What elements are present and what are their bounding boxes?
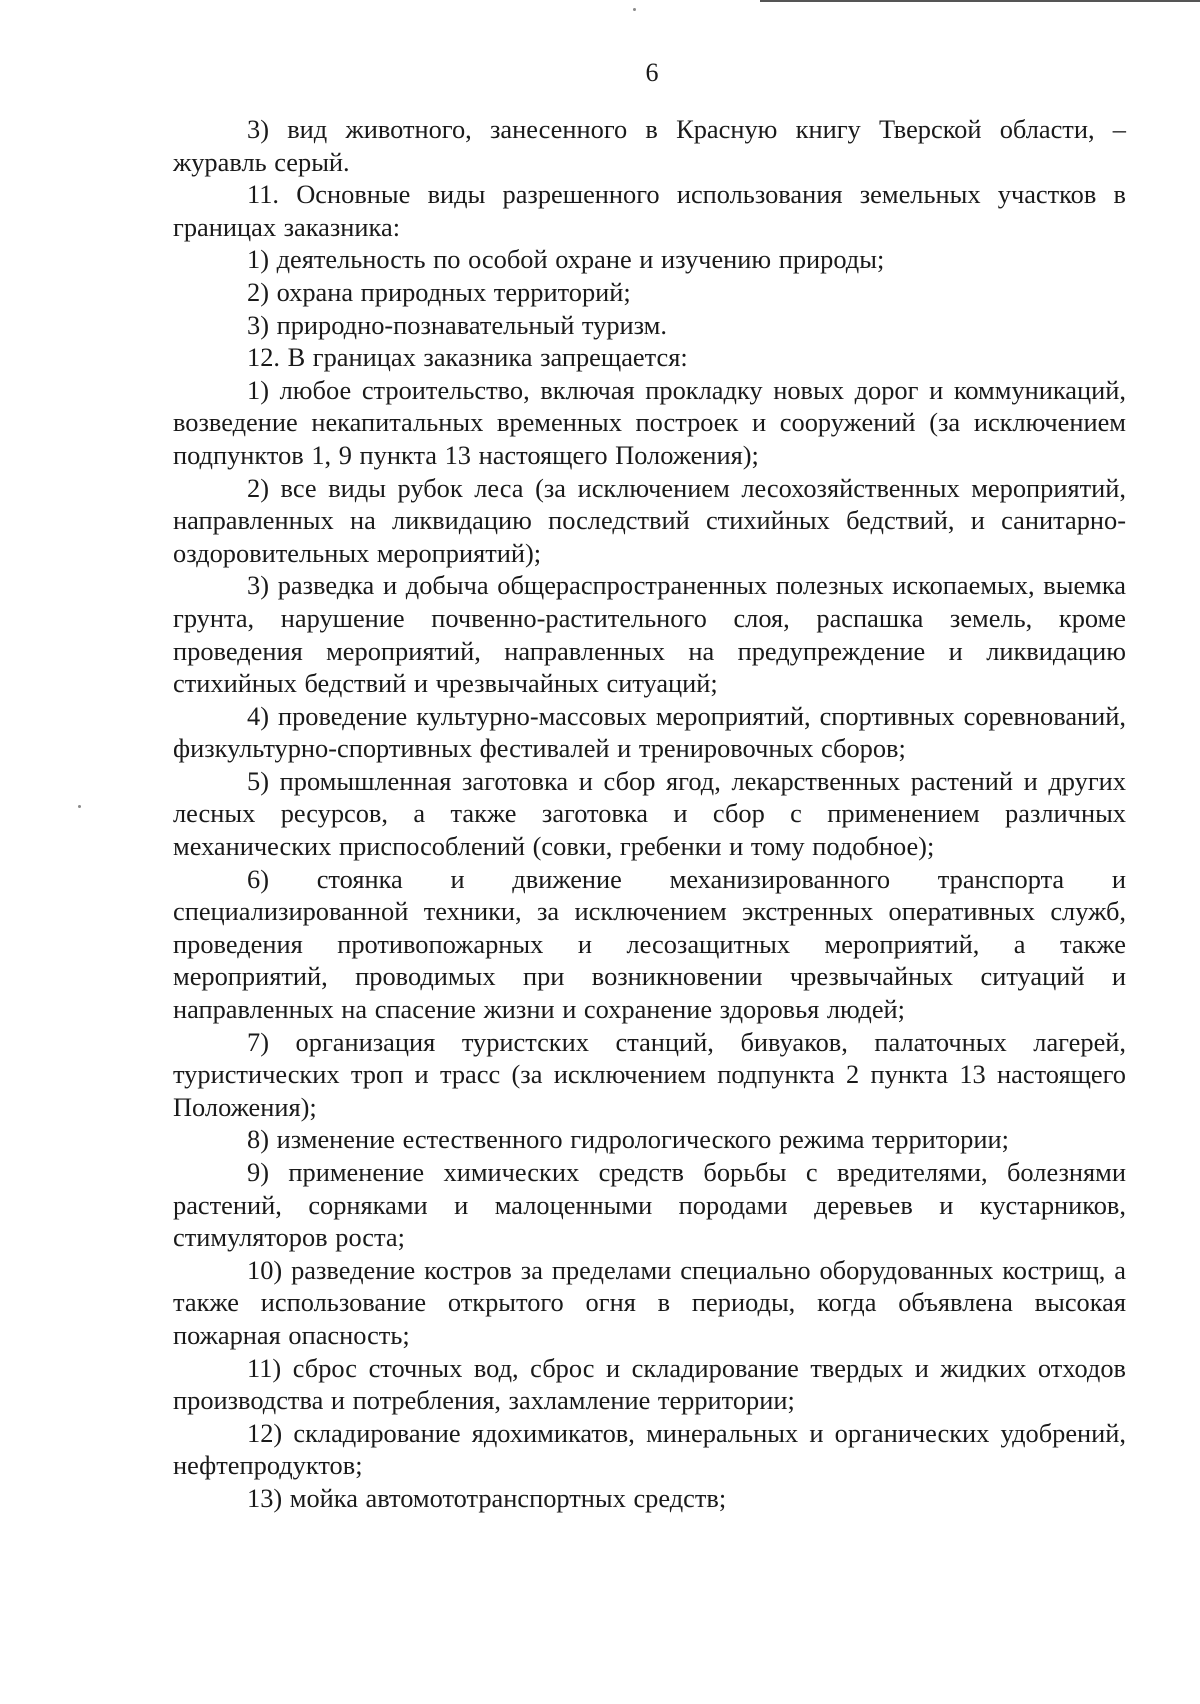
paragraph-11-item-1: 1) деятельность по особой охране и изучению природы; <box>247 244 885 275</box>
scan-edge-line <box>760 0 1200 2</box>
paragraph-12-item-6: 6) стоянка и движение механизированного транспорта и специализированной техники, за исключением экстренных оперативных служб, проведения противопожарных и лесозащитных мероприятий, а также мероприятий, проводимых при возникновении чрезвычайных ситуаций и направленных на спасение жизни и сохранение здоровья людей; <box>173 863 1126 1025</box>
paragraph-11-item-2: 2) охрана природных территорий; <box>247 276 631 307</box>
scan-speck <box>78 805 81 808</box>
paragraph-12-item-10: 10) разведение костров за пределами специально оборудованных кострищ, а также использование открытого огня в периоды, когда объявлена высокая пожарная опасность; <box>173 1254 1126 1350</box>
paragraph-12-heading: 12. В границах заказника запрещается: <box>247 342 688 373</box>
scan-speck <box>633 8 636 11</box>
paragraph-12-item-11: 11) сброс сточных вод, сброс и складирование твердых и жидких отходов производства и потребления, захламление территории; <box>173 1352 1126 1416</box>
paragraph-12-item-5: 5) промышленная заготовка и сбор ягод, лекарственных растений и других лесных ресурсов, а также заготовка и сбор с применением различных механических приспособлений (совки, гребенки и тому подобное); <box>173 765 1126 862</box>
paragraph-12-item-1: 1) любое строительство, включая прокладку новых дорог и коммуникаций, возведение некапитальных временных построек и сооружений (за исключением подпунктов 1, 9 пункта 13 настоящего Положения); <box>173 374 1126 470</box>
paragraph-12-item-2: 2) все виды рубок леса (за исключением лесохозяйственных мероприятий, направленных на ликвидацию последствий стихийных бедствий, и санитарно-оздоровительных мероприятий); <box>173 472 1126 568</box>
page-number: 6 <box>645 58 659 87</box>
paragraph-11-item-3: 3) природно-познавательный туризм. <box>247 309 667 340</box>
paragraph-12-item-3: 3) разведка и добыча общераспространенных полезных ископаемых, выемка грунта, нарушение почвенно-растительного слоя, распашка земель, кроме проведения мероприятий, направленных на предупреждение и ликвидацию стихийных бедствий и чрезвычайных ситуаций; <box>173 570 1126 699</box>
paragraph-12-item-12: 12) складирование ядохимикатов, минеральных и органических удобрений, нефтепродуктов; <box>173 1417 1126 1481</box>
paragraph-12-item-8: 8) изменение естественного гидрологического режима территории; <box>247 1124 1009 1155</box>
document-body <box>173 113 1126 1515</box>
paragraph-12-item-4: 4) проведение культурно-массовых мероприятий, спортивных соревнований, физкультурно-спортивных фестивалей и тренировочных сборов; <box>173 700 1126 764</box>
paragraph-11-heading: 11. Основные виды разрешенного использования земельных участков в границах заказника: <box>173 179 1126 242</box>
paragraph-12-item-9: 9) применение химических средств борьбы с вредителями, болезнями растений, сорняками и малоценными породами деревьев и кустарников, стимуляторов роста; <box>173 1157 1126 1253</box>
paragraph-animal-species: 3) вид животного, занесенного в Красную книгу Тверской области, – журавль серый. <box>173 114 1126 177</box>
paragraph-12-item-7: 7) организация туристских станций, бивуаков, палаточных лагерей, туристических троп и трасс (за исключением подпункта 2 пункта 13 настоящего Положения); <box>173 1026 1126 1122</box>
paragraph-12-item-13: 13) мойка автомототранспортных средств; <box>247 1482 727 1513</box>
